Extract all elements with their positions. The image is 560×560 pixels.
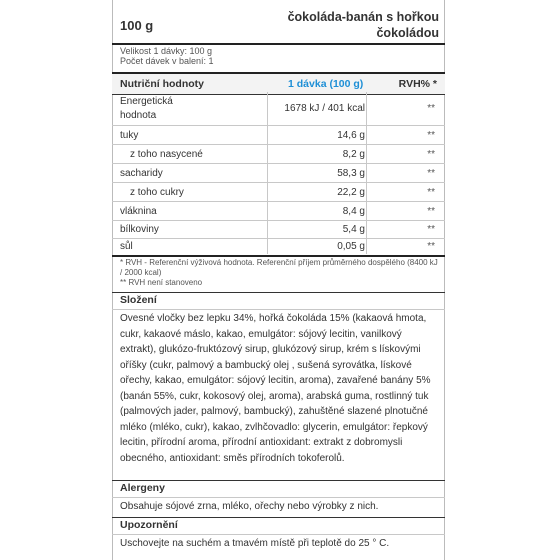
allergens-title: Alergeny (120, 482, 165, 494)
row-value: 58,3 g (337, 168, 365, 179)
col-header-rvh: RVH% * (398, 78, 437, 90)
table-row (112, 145, 445, 164)
section-divider (112, 497, 445, 498)
row-value: 1678 kJ / 401 kcal (284, 103, 365, 114)
row-label: vláknina (120, 206, 157, 217)
row-value: 0,05 g (337, 241, 365, 252)
row-label: bílkoviny (120, 224, 159, 235)
section-divider (112, 292, 445, 293)
footnote-rvh: * RVH - Referenční výživová hodnota. Referenční příjem průměrného dospělého (8400 kJ / 2000 kcal) (120, 258, 438, 277)
row-value: 8,4 g (342, 206, 365, 217)
col-header-nutrient: Nutriční hodnoty (120, 78, 204, 90)
row-value: 5,4 g (342, 224, 365, 235)
label-header (112, 0, 445, 43)
row-label: tuky (120, 130, 139, 141)
section-divider (112, 480, 445, 481)
row-rvh: ** (427, 149, 435, 160)
col-header-serving: 1 dávka (100 g) (288, 78, 364, 90)
footnote-rvh-not-set: ** RVH není stanoveno (120, 278, 203, 287)
warning-text: Uschovejte na suchém a tmavém místě při teplotě do 25 ° C. (120, 538, 390, 549)
warning-title: Upozornění (120, 519, 178, 531)
row-label: z toho nasycené (130, 149, 203, 160)
table-row (112, 164, 445, 183)
row-rvh: ** (427, 168, 435, 179)
row-rvh: ** (427, 103, 435, 114)
section-divider (112, 517, 445, 518)
row-rvh: ** (427, 130, 435, 141)
allergens-text: Obsahuje sójové zrna, mléko, ořechy nebo výrobky z nich. (120, 501, 379, 512)
table-row (112, 239, 445, 257)
footnotes (120, 258, 440, 288)
row-label: sůl (120, 241, 133, 252)
row-label: z toho cukry (130, 187, 184, 198)
nutrition-label (112, 0, 445, 560)
row-rvh: ** (427, 241, 435, 252)
table-row (112, 126, 445, 145)
servings-per-package: Počet dávek v balení: 1 (120, 56, 214, 66)
row-label: Energetická hodnota (120, 96, 173, 121)
row-value: 14,6 g (337, 130, 365, 141)
serving-size: Velikost 1 dávky: 100 g (120, 46, 213, 56)
row-rvh: ** (427, 224, 435, 235)
table-row (112, 221, 445, 239)
row-value: 22,2 g (337, 187, 365, 198)
row-label: sacharidy (120, 168, 163, 179)
table-header (112, 72, 445, 95)
row-rvh: ** (427, 206, 435, 217)
table-row (112, 93, 445, 126)
section-divider (112, 534, 445, 535)
product-name: čokoláda-banán s hořkou čokoládou (287, 10, 439, 40)
row-value: 8,2 g (342, 149, 365, 160)
table-row (112, 183, 445, 202)
row-rvh: ** (427, 187, 435, 198)
table-row (112, 202, 445, 221)
composition-text: Ovesné vločky bez lepku 34%, hořká čokoláda 15% (kakaová hmota, cukr, kakaové máslo, kakao, emulgátor: sójový lecitin, vanilkový extrakt), glukózo-fruktózový sirup, glukózový sirup, krém s lískovými oříšky (cukr, palmový a bambucký olej , sušená syrovátka, lískové ořechy, kakao, emulgátor: sójový lecitin, aroma), zavařené banány 5% (banán 55%, cukr, kokosový olej, aroma), arabská guma, rostlinný tuk (palmových jader, palmový, bambucký), zahuštěné slazené plnotučné mléko (mléko, cukr), kakao, zvlhčovadlo: glycerin, emulgátor: řepkový lecitin, přírodní aroma, přírodní antioxidant: extrakt z dobromysli obecného, antioxidant: směs přírodních tokoferolů. (120, 313, 431, 464)
header-divider (112, 43, 445, 45)
section-divider (112, 309, 445, 310)
package-weight: 100 g (120, 18, 154, 33)
composition-title: Složení (120, 294, 157, 306)
